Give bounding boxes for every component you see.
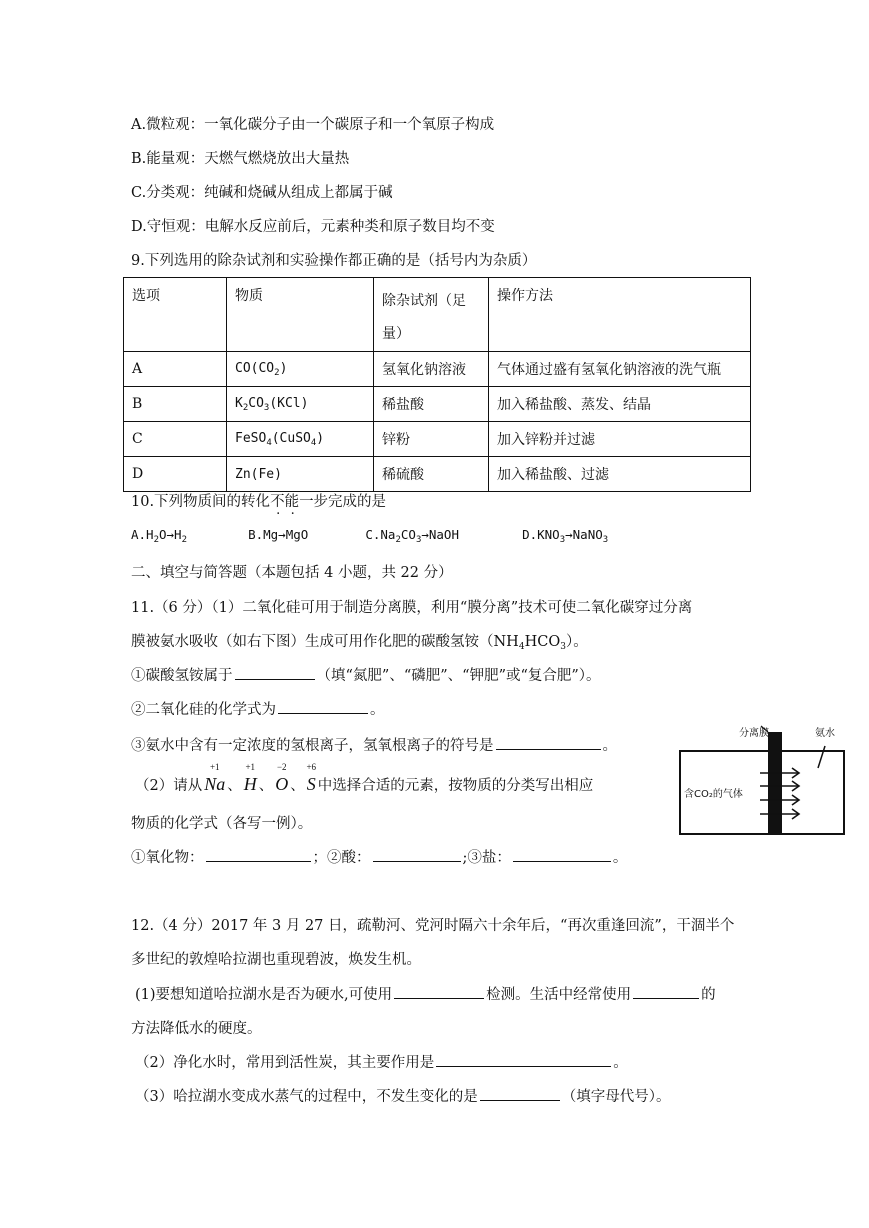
row-method: 加入锌粉并过滤 xyxy=(489,422,751,457)
q11-answers: ①氧化物： ；②酸： ;③盐： 。 xyxy=(131,846,627,867)
element-h: +1 H xyxy=(243,762,257,794)
answer-blank[interactable] xyxy=(278,699,368,714)
table-row xyxy=(124,352,751,387)
header-substance: 物质 xyxy=(227,278,374,352)
ammonia-label: 氨水 xyxy=(815,728,835,739)
q12-part-3: （3）哈拉湖水变成水蒸气的过程中，不发生变化的是 （填字母代号）。 xyxy=(135,1085,670,1106)
answer-blank[interactable] xyxy=(513,847,611,862)
separation-membrane xyxy=(768,732,782,834)
q11-item-1: ①碳酸氢铵属于 （填“氮肥”、“磷肥”、“钾肥”或“复合肥”）。 xyxy=(131,664,601,685)
membrane-diagram xyxy=(679,724,847,838)
element-na: +1 Na xyxy=(204,762,226,794)
q10-option-b: B.Mg→MgO xyxy=(248,527,309,542)
row-substance: $K_2CO_3(KCl)$ xyxy=(227,387,374,422)
row-reagent: 氢氧化钠溶液 xyxy=(374,352,489,387)
row-option: C xyxy=(124,422,227,457)
q10-option-d: $D.KNO_3\to NaNO_3$ xyxy=(522,527,609,545)
row-substance: Zn(Fe) xyxy=(227,457,374,492)
q9-options-table xyxy=(123,277,751,492)
row-reagent: 稀硫酸 xyxy=(374,457,489,492)
q8-option-b: B.能量观：天燃气燃烧放出大量热 xyxy=(131,151,350,167)
row-method: 加入稀盐酸、蒸发、结晶 xyxy=(489,387,751,422)
header-reagent: 除杂试剂（足 量） xyxy=(374,278,489,352)
q12-part-2: （2）净化水时，常用到活性炭，其主要作用是 。 xyxy=(135,1051,628,1072)
answer-blank[interactable] xyxy=(235,665,315,680)
row-substance: FeSO$_4$(CuSO$_4$) xyxy=(227,422,374,457)
answer-blank[interactable] xyxy=(496,735,601,750)
q12-part-1: (1)要想知道哈拉湖水是否为硬水,可使用 检测。生活中经常使用 的 xyxy=(135,983,716,1004)
q12-line-2: 多世纪的敦煌哈拉湖也重现碧波，焕发生机。 xyxy=(131,952,421,968)
table-header-row xyxy=(124,278,751,352)
q10-option-a: $A.H_2O\to H_2$ xyxy=(131,527,187,545)
answer-blank[interactable] xyxy=(206,847,311,862)
q10-stem: 10.下列物质间的转化不能一步完成的是 xyxy=(131,494,387,510)
row-reagent: 稀盐酸 xyxy=(374,387,489,422)
q8-option-c: C.分类观：纯碱和烧碱从组成上都属于碱 xyxy=(131,185,393,201)
q8-option-a: A.微粒观：一氧化碳分子由一个碳原子和一个氧原子构成 xyxy=(131,117,495,133)
q11-line-2: 膜被氨水吸收（如右下图）生成可用作化肥的碳酸氢铵$(NH_4HCO_3)$。 xyxy=(131,634,588,652)
ammonia-pointer xyxy=(818,746,825,768)
table-row xyxy=(124,387,751,422)
header-option: 选项 xyxy=(124,278,227,352)
q10-options xyxy=(131,527,608,545)
answer-blank[interactable] xyxy=(436,1052,611,1067)
membrane-label: 分离膜 xyxy=(739,728,769,739)
answer-blank[interactable] xyxy=(373,847,461,862)
table-row xyxy=(124,457,751,492)
answer-blank[interactable] xyxy=(394,984,484,999)
q11-part-2: （2）请从 +1 Na 、 +1 H 、 −2 O 、 +6 S 中选择合适的元素，按物质的分类写出相应 xyxy=(135,762,594,794)
q9-stem: 9.下列选用的除杂试剂和实验操作都正确的是（括号内为杂质） xyxy=(131,253,537,269)
q12-part-1-line-2: 方法降低水的硬度。 xyxy=(131,1021,262,1037)
element-o: −2 O xyxy=(275,762,289,794)
q11-line-1: 11.（6 分）（1）二氧化硅可用于制造分离膜，利用“膜分离”技术可使二氧化碳穿过分离 xyxy=(131,600,693,616)
q11-item-2: ②二氧化硅的化学式为 。 xyxy=(131,698,385,719)
section-heading: 二、填空与简答题（本题包括 4 小题，共 22 分） xyxy=(131,565,453,581)
row-option: D xyxy=(124,457,227,492)
row-option: B xyxy=(124,387,227,422)
q11-item-3: ③氨水中含有一定浓度的氢根离子，氢氧根离子的符号是 。 xyxy=(131,734,617,755)
table-row xyxy=(124,422,751,457)
gas-label: 含CO₂的气体 xyxy=(684,789,743,800)
header-method: 操作方法 xyxy=(489,278,751,352)
answer-blank[interactable] xyxy=(480,1086,560,1101)
row-substance: $CO(CO_2)$ xyxy=(227,352,374,387)
q12-line-1: 12.（4 分）2017 年 3 月 27 日，疏勒河、党河时隔六十余年后，“再次重逢回流”，干涸半个 xyxy=(131,918,735,934)
row-method: 气体通过盛有氢氧化钠溶液的洗气瓶 xyxy=(489,352,751,387)
q10-option-c: $C.Na_2CO_3\to NaOH$ xyxy=(365,527,459,545)
element-s: +6 S xyxy=(306,762,317,794)
row-reagent: 锌粉 xyxy=(374,422,489,457)
q11-part-2-line-2: 物质的化学式（各写一例）。 xyxy=(131,816,313,832)
answer-blank[interactable] xyxy=(633,984,699,999)
row-option: A xyxy=(124,352,227,387)
q8-option-d: D.守恒观：电解水反应前后，元素种类和原子数目均不变 xyxy=(131,219,495,235)
row-method: 加入稀盐酸、过滤 xyxy=(489,457,751,492)
